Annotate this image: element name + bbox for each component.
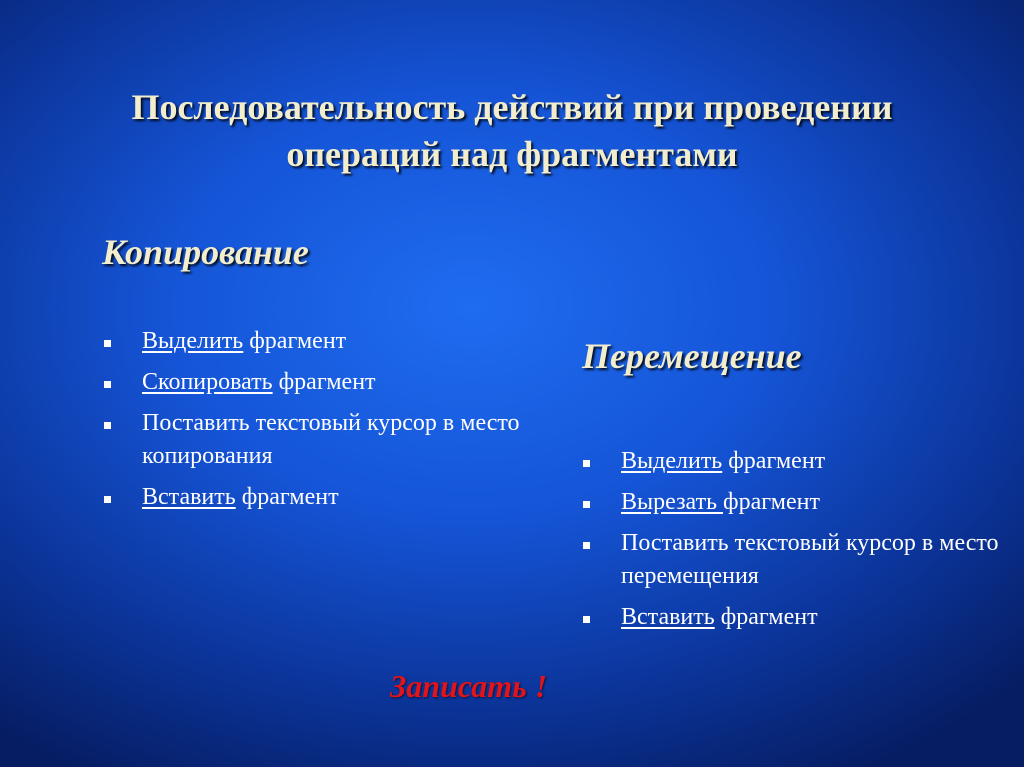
copy-heading: Копирование — [102, 232, 309, 272]
move-step-4-text: фрагмент — [714, 604, 818, 630]
move-step-2-text: фрагмент — [723, 489, 820, 515]
copy-step-2 — [102, 366, 522, 399]
move-step-4 — [581, 601, 1001, 634]
move-step-1-text: фрагмент — [722, 448, 826, 474]
move-heading: Перемещение — [582, 336, 802, 376]
square-bullet-icon — [104, 496, 111, 503]
slide-title — [40, 84, 984, 178]
copy-step-2-link[interactable]: Скопировать — [142, 369, 273, 395]
square-bullet-icon — [104, 422, 111, 429]
square-bullet-icon — [104, 340, 111, 347]
copy-step-3 — [102, 407, 522, 473]
square-bullet-icon — [583, 542, 590, 549]
move-steps-list — [581, 445, 1001, 642]
copy-step-4-text: фрагмент — [235, 484, 339, 510]
move-step-4-link[interactable]: Вставить — [621, 604, 715, 630]
move-step-1 — [581, 445, 1001, 478]
copy-step-1 — [102, 325, 522, 358]
move-step-2 — [581, 486, 1001, 519]
copy-step-4-link[interactable]: Вставить — [142, 484, 236, 510]
square-bullet-icon — [583, 460, 590, 467]
move-step-1-link[interactable]: Выделить — [621, 448, 723, 474]
square-bullet-icon — [583, 616, 590, 623]
slide-title-line-2: операций над фрагментами — [286, 134, 738, 175]
slide-title-line-1: Последовательность действий при проведении — [131, 87, 893, 128]
move-step-3-text: Поставить текстовый курсор в место перемещения — [621, 530, 999, 589]
write-down-note: Записать ! — [390, 668, 548, 704]
copy-step-2-text: фрагмент — [272, 369, 376, 395]
move-step-3 — [581, 527, 1001, 593]
copy-step-4 — [102, 481, 522, 514]
copy-step-1-text: фрагмент — [243, 328, 347, 354]
square-bullet-icon — [104, 381, 111, 388]
move-step-2-link[interactable]: Вырезать — [621, 489, 724, 515]
square-bullet-icon — [583, 501, 590, 508]
copy-step-1-link[interactable]: Выделить — [142, 328, 244, 354]
copy-step-3-text: Поставить текстовый курсор в место копирования — [142, 410, 520, 469]
copy-steps-list — [102, 325, 522, 522]
